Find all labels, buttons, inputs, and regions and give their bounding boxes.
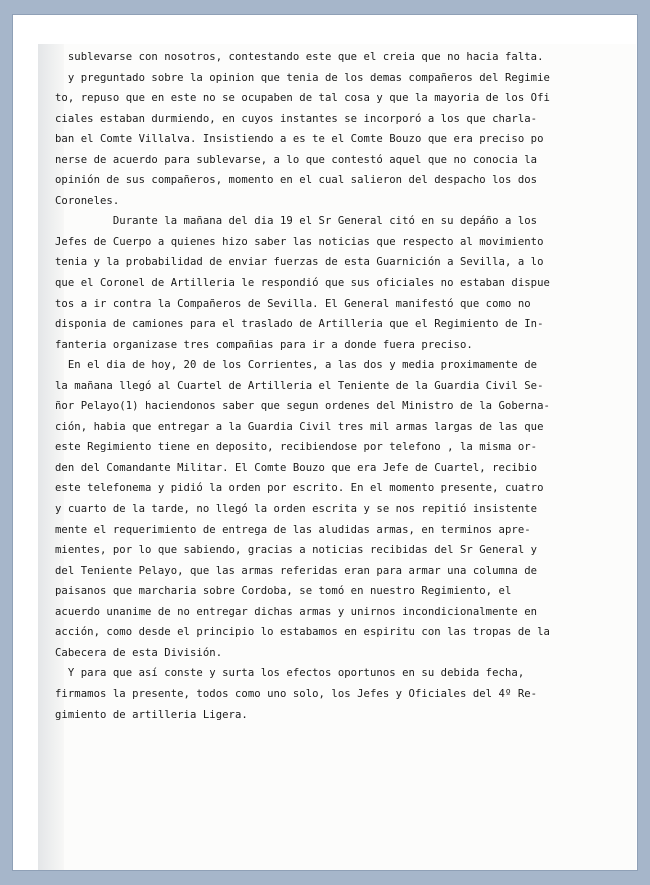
text-line: ñor Pelayo(1) haciendonos saber que segun ordenes del Ministro de la Goberna- — [55, 400, 550, 413]
text-line: mente el requerimiento de entrega de las aludidas armas, en terminos apre- — [55, 523, 531, 536]
text-line: tenia y la probabilidad de enviar fuerzas de esta Guarnición a Sevilla, a lo — [55, 256, 544, 269]
text-line: den del Comandante Militar. El Comte Bouzo que era Jefe de Cuartel, recibio — [55, 461, 538, 474]
text-line: la mañana llegó al Cuartel de Artilleria el Teniente de la Guardia Civil Se- — [55, 379, 544, 392]
text-line: este Regimiento tiene en deposito, recibiendose por telefono , la misma or- — [55, 441, 538, 454]
text-line: y preguntado sobre la opinion que tenia de los demas compañeros del Regimie — [55, 71, 550, 84]
text-line: Y para que así conste y surta los efectos oportunos en su debida fecha, — [55, 667, 525, 680]
text-line: Cabecera de esta División. — [55, 646, 223, 659]
text-line: del Teniente Pelayo, que las armas referidas eran para armar una columna de — [55, 564, 538, 577]
text-line: ciales estaban durmiendo, en cuyos instantes se incorporó a los que charla- — [55, 112, 538, 125]
text-line: gimiento de artilleria Ligera. — [55, 708, 248, 721]
text-line: paisanos que marcharia sobre Cordoba, se tomó en nuestro Regimiento, el — [55, 585, 512, 598]
text-line: nerse de acuerdo para sublevarse, a lo que contestó aquel que no conocia la — [55, 153, 538, 166]
text-line: mientes, por lo que sabiendo, gracias a noticias recibidas del Sr General y — [55, 544, 538, 557]
text-line: opinión de sus compañeros, momento en el cual salieron del despacho los dos — [55, 174, 538, 187]
document-body — [55, 47, 615, 725]
text-line: ban el Comte Villalva. Insistiendo a es te el Comte Bouzo que era preciso po — [55, 133, 544, 146]
text-line: Durante la mañana del dia 19 el Sr General citó en su depáño a los — [55, 215, 538, 228]
text-line: y cuarto de la tarde, no llegó la orden escrita y se nos repitió insistente — [55, 503, 538, 516]
text-line: to, repuso que en este no se ocupaben de tal cosa y que la mayoria de los Ofi — [55, 92, 550, 105]
text-line: Coroneles. — [55, 194, 120, 207]
text-line: disponia de camiones para el traslado de Artilleria que el Regimiento de In- — [55, 318, 544, 331]
text-line: firmamos la presente, todos como uno solo, los Jefes y Oficiales del 4º Re- — [55, 687, 538, 700]
page-frame — [12, 14, 638, 871]
text-line: Jefes de Cuerpo a quienes hizo saber las noticias que respecto al movimiento — [55, 235, 544, 248]
text-line: sublevarse con nosotros, contestando este que el creia que no hacia falta. — [55, 51, 544, 63]
text-line: En el dia de hoy, 20 de los Corrientes, a las dos y media proximamente de — [55, 359, 538, 372]
text-line: este telefonema y pidió la orden por escrito. En el momento presente, cuatro — [55, 482, 544, 495]
text-line: tos a ir contra la Compañeros de Sevilla. El General manifestó que como no — [55, 297, 531, 310]
text-line: acción, como desde el principio lo estabamos en espiritu con las tropas de la — [55, 626, 550, 639]
text-line: ción, habia que entregar a la Guardia Civil tres mil armas largas de las que — [55, 420, 544, 433]
text-line: acuerdo unanime de no entregar dichas armas y unirnos incondicionalmente en — [55, 605, 538, 618]
text-line: que el Coronel de Artilleria le respondió que sus oficiales no estaban dispue — [55, 277, 550, 290]
text-line: fanteria organizase tres compañias para ir a donde fuera preciso. — [55, 338, 473, 351]
